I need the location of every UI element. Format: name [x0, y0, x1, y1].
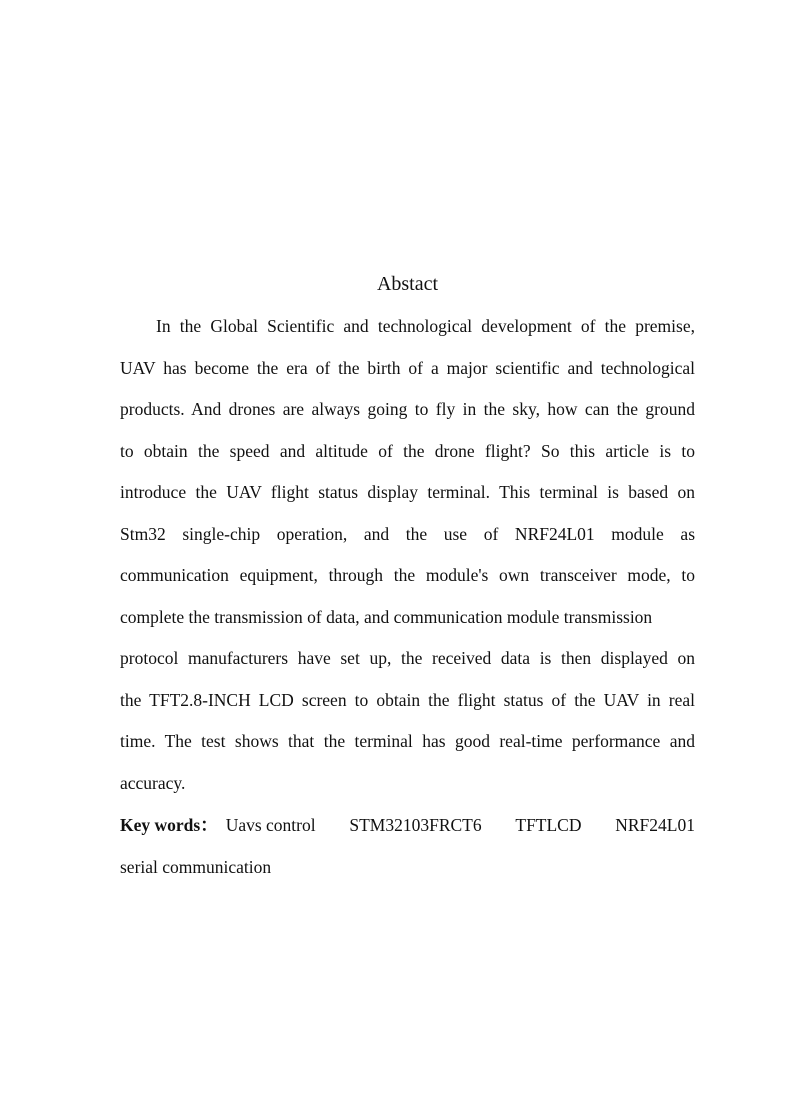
keywords-label: Key words：: [120, 815, 218, 835]
abstract-line: protocol manufacturers have set up, the received data is then displayed on: [120, 648, 695, 668]
abstract-body: [120, 306, 695, 804]
abstract-title: Abstact: [376, 273, 439, 295]
abstract-line: products. And drones are always going to fly in the sky, how can the ground: [120, 399, 695, 419]
keywords-line: [120, 805, 695, 847]
keywords-section: [120, 805, 695, 888]
keyword-item: TFTLCD: [515, 815, 582, 835]
keyword-item: STM32103FRCT6: [349, 815, 482, 835]
abstract-line: Stm32 single-chip operation, and the use of NRF24L01 module as: [120, 523, 695, 544]
abstract-line: UAV has become the era of the birth of a major scientific and technological: [120, 357, 695, 378]
keywords-lead: [120, 805, 316, 847]
keywords-line: [120, 847, 695, 889]
abstract-line: complete the transmission of data, and communication module transmission: [120, 606, 653, 627]
abstract-line: accuracy.: [120, 772, 186, 793]
keyword-item: Uavs control: [225, 815, 316, 835]
keyword-item: NRF24L01: [615, 815, 695, 835]
abstract-line: introduce the UAV flight status display terminal. This terminal is based on: [120, 482, 695, 502]
abstract-line: communication equipment, through the module's own transceiver mode, to: [120, 565, 695, 585]
abstract-line: time. The test shows that the terminal has good real-time performance and: [120, 731, 695, 751]
abstract-line: In the Global Scientific and technological development of the premise,: [156, 316, 695, 336]
abstract-line: to obtain the speed and altitude of the drone flight? So this article is to: [120, 440, 695, 461]
keyword-item: serial communication: [120, 856, 272, 877]
abstract-line: the TFT2.8-INCH LCD screen to obtain the flight status of the UAV in real: [120, 689, 695, 710]
